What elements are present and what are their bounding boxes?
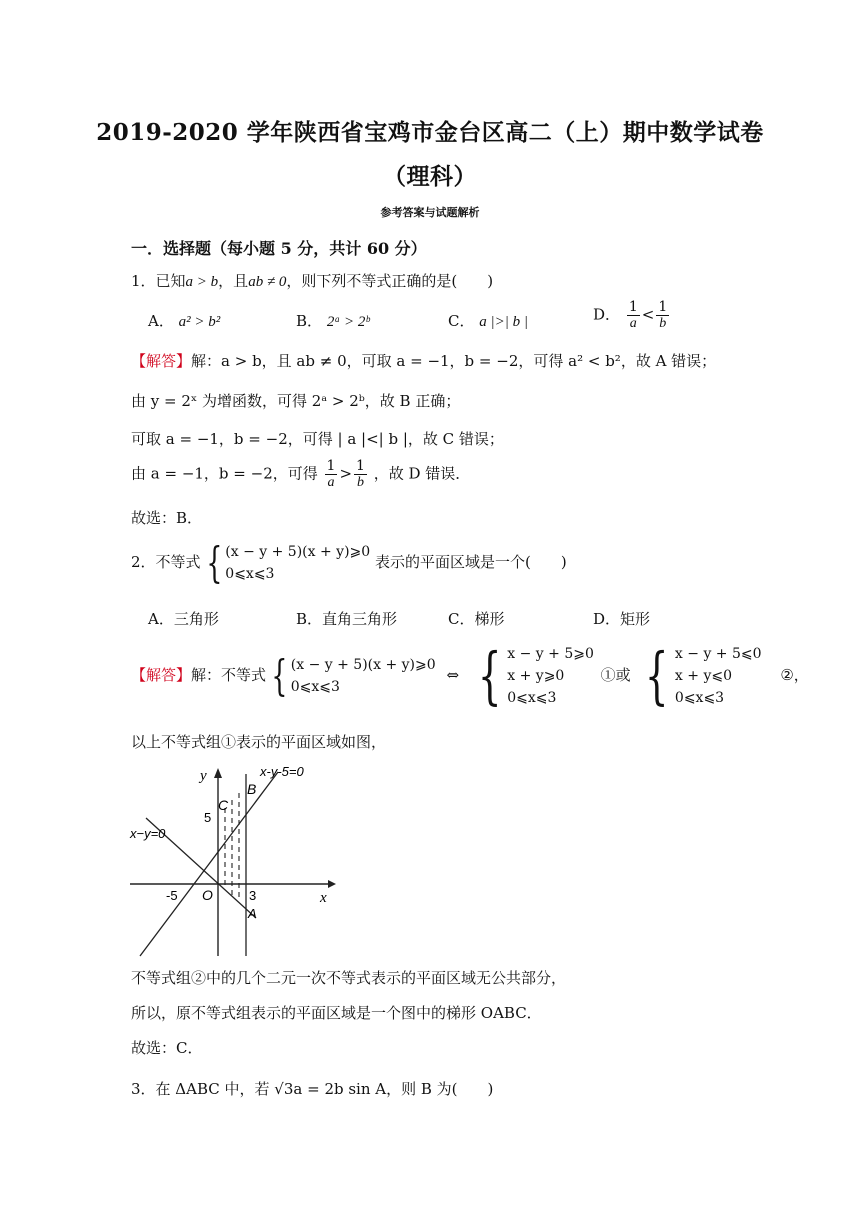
- option-label: D．: [593, 305, 621, 324]
- q2-answer: 故选：C．: [131, 1039, 203, 1057]
- answer-header: 参考答案与试题解析: [380, 206, 480, 219]
- left-brace: {: [645, 639, 670, 712]
- numerator: 1: [628, 299, 638, 315]
- solution-tag: 【解答】: [131, 666, 192, 684]
- q2-after-line2: 所以，原不等式组表示的平面区域是一个图中的梯形 OABC．: [131, 1004, 542, 1022]
- option-text: a |>| b |: [479, 314, 529, 330]
- fraction: [325, 458, 338, 491]
- label-B: B: [247, 781, 257, 797]
- operator: >: [339, 464, 353, 483]
- fraction: [627, 299, 640, 332]
- q1-cond2: ab ≠ 0: [248, 274, 287, 290]
- q1-option-c: [448, 310, 528, 331]
- option-text: 直角三角形: [322, 610, 398, 628]
- q1-option-d: [593, 299, 671, 332]
- system-line: 0⩽x⩽3: [674, 690, 725, 706]
- denominator: b: [659, 316, 667, 331]
- label-line1: x-y-5=0: [260, 764, 304, 779]
- option-label: B．: [296, 312, 323, 330]
- q2-option-b: [296, 608, 397, 629]
- solution-tag: 【解答】: [131, 352, 192, 370]
- denominator: a: [327, 475, 335, 490]
- option-text: 梯形: [474, 610, 505, 628]
- x-axis-arrow-icon: [328, 880, 336, 888]
- q1-stem-a: 1．已知: [131, 272, 186, 290]
- page-title: 2019-2020 学年陕西省宝鸡市金台区高二（上）期中数学试卷: [96, 119, 764, 146]
- page-subtitle: （理科）: [383, 163, 477, 190]
- label-A: A: [248, 906, 257, 921]
- solution-text: ，故 D 错误．: [373, 464, 471, 483]
- label-C: C: [218, 797, 229, 813]
- option-label: A．: [148, 610, 174, 628]
- option-label: A．: [148, 312, 174, 330]
- q1-stem-b: ，且: [218, 272, 249, 290]
- q2-figure-intro: 以上不等式组①表示的平面区域如图，: [131, 733, 387, 751]
- label-O: O: [202, 887, 213, 903]
- q2-solution-line1: [131, 639, 809, 712]
- inequality-system: [266, 651, 436, 700]
- circled-two: ②，: [780, 666, 809, 684]
- label-y: y: [200, 768, 207, 784]
- q1-solution-line1: [131, 350, 716, 371]
- system-line: x + y⩽0: [674, 668, 732, 684]
- q2-option-c: [448, 608, 505, 629]
- q1-cond1: a > b: [185, 274, 219, 290]
- left-brace: {: [205, 538, 222, 587]
- numerator: 1: [658, 299, 668, 315]
- q3-stem: 3．在 ΔABC 中，若 √3a = 2b sin A，则 B 为( ): [131, 1080, 494, 1098]
- numerator: 1: [326, 458, 336, 474]
- q1-stem: [131, 270, 493, 291]
- circled-one-or: ①或: [600, 666, 631, 684]
- label-line2: x−y=0: [130, 826, 166, 841]
- option-label: C．: [448, 312, 475, 330]
- q1-answer: 故选：B．: [131, 509, 203, 527]
- section-heading: 一．选择题（每小题 5 分，共计 60 分）: [131, 239, 427, 258]
- system-line: x − y + 5⩾0: [507, 646, 594, 662]
- system-line: (x − y + 5)(x + y)⩾0: [225, 544, 371, 560]
- denominator: a: [629, 316, 637, 331]
- q1-stem-c: ，则下列不等式正确的是( ): [286, 272, 494, 290]
- equivalence-symbol: ⇔: [446, 666, 460, 684]
- label-3: 3: [249, 888, 257, 903]
- label-5: 5: [204, 810, 212, 825]
- numerator: 1: [356, 458, 365, 474]
- left-brace: {: [271, 651, 288, 700]
- system-line: 0⩽x⩽3: [507, 690, 557, 706]
- option-label: D．: [593, 610, 621, 628]
- stem-text: 表示的平面区域是一个( ): [374, 553, 567, 571]
- q1-option-a: [148, 310, 220, 331]
- label-x: x: [320, 890, 327, 906]
- stem-text: 2．不等式: [131, 553, 201, 571]
- y-axis-arrow-icon: [214, 768, 222, 778]
- inequality-system-1: [470, 639, 594, 712]
- q2-stem: [131, 538, 567, 587]
- solution-text: 解：不等式: [191, 666, 267, 684]
- system-line: x + y⩾0: [507, 668, 565, 684]
- q1-option-b: [296, 310, 369, 331]
- label-neg5: -5: [166, 888, 178, 903]
- q2-option-a: [148, 608, 219, 629]
- option-text: 矩形: [620, 610, 651, 628]
- fraction: [656, 299, 669, 332]
- line-x-y-5: [140, 772, 278, 956]
- fraction: [354, 458, 367, 491]
- system-line: (x − y + 5)(x + y)⩾0: [290, 657, 436, 673]
- q1-solution-line3: 可取 a = −1，b = −2，可得 | a |<| b |，故 C 错误；: [131, 430, 504, 448]
- option-text: 三角形: [173, 610, 219, 628]
- system-line: x − y + 5⩽0: [674, 646, 762, 662]
- option-label: C．: [448, 610, 475, 628]
- inequality-system-2: [637, 639, 762, 712]
- region-figure: [128, 760, 348, 960]
- q1-solution-line4: [131, 458, 470, 491]
- q2-after-line1: 不等式组②中的几个二元一次不等式表示的平面区域无公共部分，: [131, 969, 567, 987]
- system-line: 0⩽x⩽3: [225, 566, 275, 582]
- option-text: a² > b²: [178, 314, 221, 330]
- option-text: 2ᵃ > 2ᵇ: [326, 314, 370, 330]
- left-brace: {: [477, 639, 502, 712]
- q1-solution-line2: 由 y = 2ˣ 为增函数，可得 2ᵃ > 2ᵇ，故 B 正确；: [131, 392, 461, 410]
- operator: <: [641, 305, 655, 324]
- denominator: b: [356, 475, 364, 490]
- solution-text: 由 a = −1，b = −2，可得: [131, 464, 318, 483]
- system-line: 0⩽x⩽3: [290, 679, 340, 695]
- option-label: B．: [296, 610, 323, 628]
- inequality-system: [201, 538, 371, 587]
- solution-text: 解：a > b，且 ab ≠ 0，可取 a = −1，b = −2，可得 a² < b²，故 A 错误；: [191, 352, 717, 370]
- q2-option-d: [593, 608, 650, 629]
